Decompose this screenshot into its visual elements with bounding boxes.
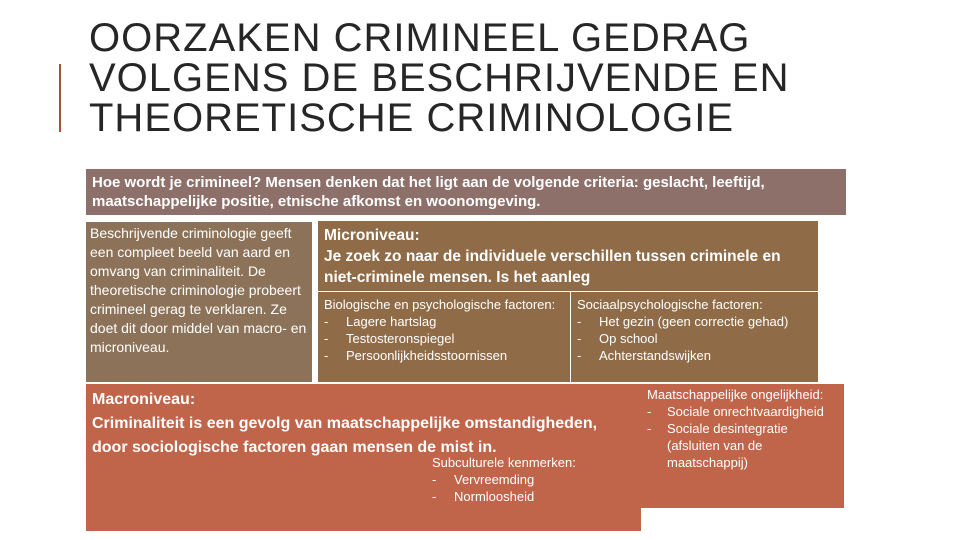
list-item: - Lagere hartslag [324,313,564,330]
title-accent-bar [59,64,61,132]
inequality-box [641,384,844,508]
bio-psych-factors-box [318,292,570,382]
list-item: - Op school [577,330,812,347]
micro-level-box [318,221,818,291]
macro-text: Criminaliteit is een gevolg van maatschappelijke omstandigheden, door sociologische factoren gaan mensen de mist in. [92,415,598,456]
social-psych-factors-box [571,292,818,382]
social-list [577,313,812,364]
list-item: - Sociale desintegratie (afsluiten van de maatschappij) [647,420,838,471]
inequality-list [647,403,838,471]
macro-level-box [86,384,641,531]
list-item: - Vervreemding [432,471,637,488]
slide-title: OORZAKEN CRIMINEEL GEDRAG VOLGENS DE BESCHRIJVENDE EN THEORETISCHE CRIMINOLOGIE [89,16,790,140]
inequality-heading: Maatschappelijke ongelijkheid: [647,387,824,402]
list-item: - Het gezin (geen correctie gehad) [577,313,812,330]
social-heading: Sociaalpsychologische factoren: [577,297,763,312]
subculture-list [432,471,637,505]
subculture-box [432,454,637,505]
list-item: - Normloosheid [432,488,637,505]
bio-list [324,313,564,364]
description-box: Beschrijvende criminologie geeft een compleet beeld van aard en omvang van criminaliteit. De theoretische criminologie probeert crimineel gerag te verklaren. Ze doet dit door middel van macro- en microniveau. [86,222,312,382]
list-item: - Persoonlijkheidsstoornissen [324,347,564,364]
macro-heading: Macroniveau: [92,391,196,408]
bio-heading: Biologische en psychologische factoren: [324,297,556,312]
question-box: Hoe wordt je crimineel? Mensen denken dat het ligt aan de volgende criteria: geslacht, leeftijd, maatschappelijke positie, etnische afkomst en woonomgeving. [86,169,846,215]
micro-heading: Microniveau: [324,227,420,244]
micro-text: Je zoek zo naar de individuele verschillen tussen criminele en niet-criminele mensen. Is het aanleg [324,248,781,286]
subculture-heading: Subculturele kenmerken: [432,455,576,470]
list-item: - Testosteronspiegel [324,330,564,347]
list-item: - Achterstandswijken [577,347,812,364]
list-item: - Sociale onrechtvaardigheid [647,403,838,420]
